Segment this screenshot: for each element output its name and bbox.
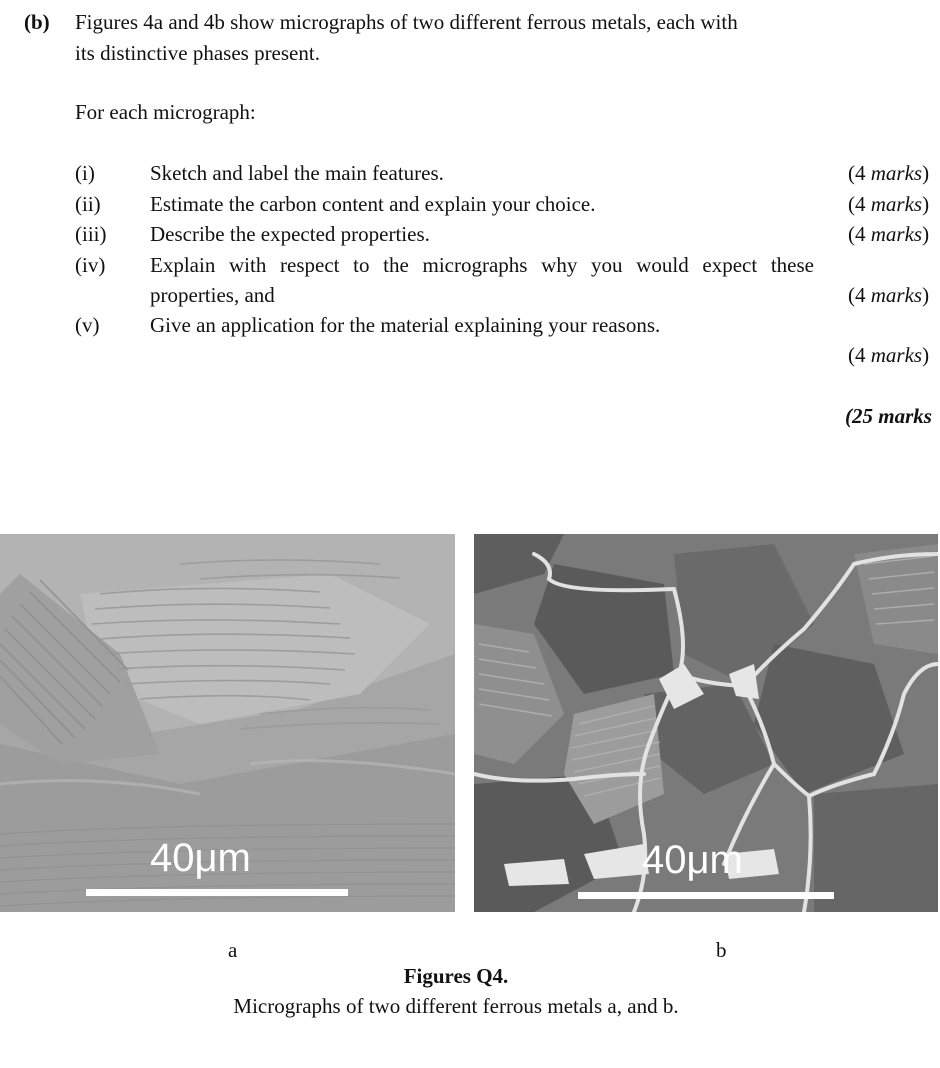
marks-close: ) <box>922 283 930 307</box>
marks-word: marks <box>870 343 923 367</box>
intro-line-1: Figures 4a and 4b show micrographs of two different ferrous metals, each with <box>75 10 738 34</box>
marks-open: (4 <box>848 161 871 185</box>
item-text: Explain with respect to the micrographs why you would expect these <box>150 253 814 277</box>
marks-open: (4 <box>848 343 871 367</box>
item-text: Describe the expected properties. <box>150 222 430 246</box>
marks-close: ) <box>922 192 930 216</box>
micrograph-b-scale-label: 40μm <box>642 838 743 882</box>
intro-line-2: its distinctive phases present. <box>75 41 320 65</box>
figure-a-letter: a <box>228 938 238 962</box>
marks-close: ) <box>922 343 930 367</box>
item-text: Sketch and label the main features. <box>150 161 444 185</box>
marks-open: (4 <box>848 283 871 307</box>
marks-open: (4 <box>848 222 871 246</box>
item-number: (v) <box>75 313 100 337</box>
figures-caption: Micrographs of two different ferrous metals a, and b. <box>233 994 679 1018</box>
item-number: (ii) <box>75 192 101 216</box>
figure-b-letter: b <box>716 938 727 962</box>
figures-title: Figures Q4. <box>403 964 509 988</box>
item-marks <box>848 189 929 219</box>
micrograph-b <box>474 534 938 912</box>
item-marks <box>848 158 929 188</box>
for-each-heading: For each micrograph: <box>75 100 256 124</box>
item-text: Estimate the carbon content and explain your choice. <box>150 192 596 216</box>
micrograph-a <box>0 534 455 912</box>
marks-close: ) <box>922 222 930 246</box>
part-label: (b) <box>24 10 50 34</box>
item-number: (i) <box>75 161 95 185</box>
item-number: (iv) <box>75 253 106 277</box>
marks-word: marks <box>870 161 923 185</box>
marks-word: marks <box>870 283 923 307</box>
micrograph-b-scale-bar <box>578 892 834 899</box>
micrograph-a-scale-bar <box>86 889 348 896</box>
marks-open: (4 <box>848 192 871 216</box>
item-marks <box>848 280 929 310</box>
item-marks <box>848 340 929 370</box>
item-text-continued: properties, and <box>150 283 275 307</box>
item-number: (iii) <box>75 222 107 246</box>
item-text: Give an application for the material explaining your reasons. <box>150 313 661 337</box>
micrograph-a-scale-label: 40μm <box>150 836 251 880</box>
marks-word: marks <box>870 222 923 246</box>
item-marks <box>848 219 929 249</box>
total-marks: (25 marks <box>845 404 932 428</box>
marks-close: ) <box>922 161 930 185</box>
marks-word: marks <box>870 192 923 216</box>
